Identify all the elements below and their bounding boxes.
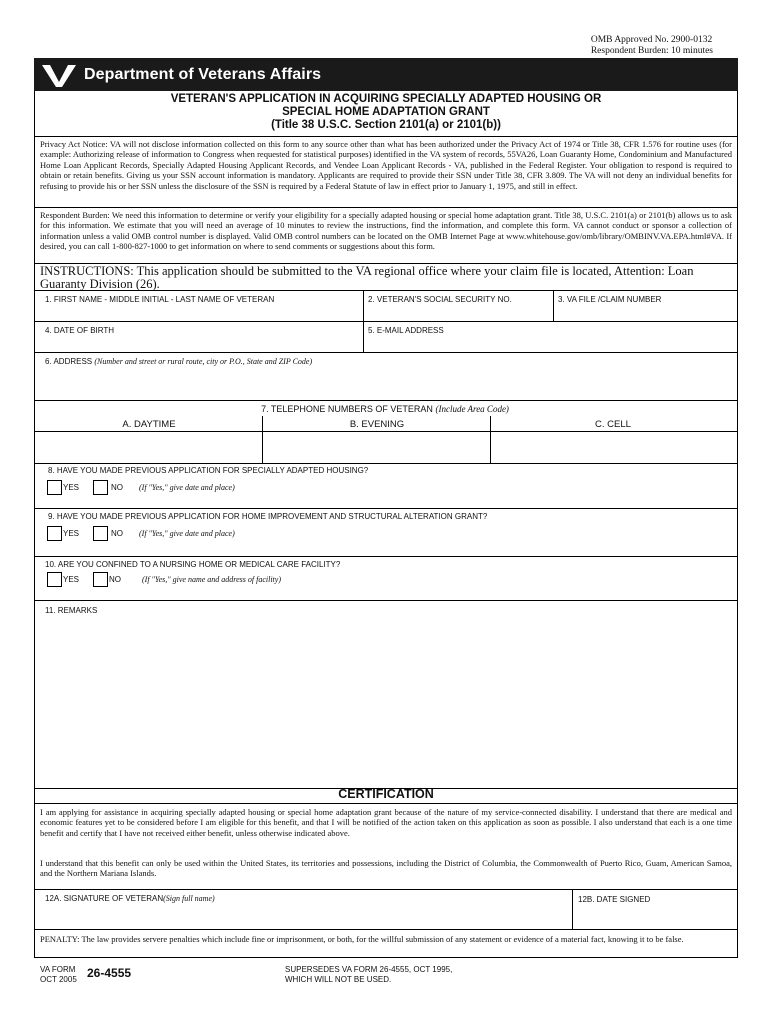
q10-note: (If "Yes," give name and address of facility) [142,575,281,584]
va-file-number-field[interactable] [555,305,735,319]
respondent-burden-notice: Respondent Burden: We need this information to determine or verify your eligibility for a specially adapted housing or special home adaptation grant. Title 38, U.S.C. 2101(a) or 2101(b) allows us to ask for this information. We estimate that you will need an average of 10 minutes to review the instructions, find the information, and complete this form. VA cannot conduct or sponsor a collection of information unless a valid OMB control number is displayed. Valid OMB control numbers can be located on the OMB Internet Page at www.whitehouse.gov/omb/library/OMBINV.VA.EPA.html#VA. If desired, you can call 1-800-827-1000 to get information on where to send comments or suggestions about this form. [40,210,732,252]
q8-details-field[interactable] [260,478,734,506]
email-field[interactable] [365,336,735,350]
q9-yes-checkbox[interactable] [47,526,62,541]
divider [34,889,738,890]
territory-statement: I understand that this benefit can only be used within the United States, its territories and possessions, including the District of Columbia, the Commonwealth of Puerto Rico, Guam, American Samoa, and the Northern Mariana Islands. [40,858,732,879]
omb-approval [591,35,713,57]
divider [34,290,738,291]
q9-note: (If "Yes," give date and place) [139,529,235,538]
q8-note: (If "Yes," give date and place) [139,483,235,492]
divider [34,431,738,432]
question-9-label: 9. HAVE YOU MADE PREVIOUS APPLICATION FOR HOME IMPROVEMENT AND STRUCTURAL ALTERATION GRANT? [48,512,488,521]
q10-yes-checkbox[interactable] [47,572,62,587]
q8-no-label: NO [111,483,123,492]
supersedes-line-2: WHICH WILL NOT BE USED. [285,975,392,984]
q9-details-field[interactable] [260,524,734,554]
field-label-ssn: 2. VETERAN'S SOCIAL SECURITY NO. [368,295,512,304]
title-line-3: (Title 38 U.S.C. Section 2101(a) or 2101(b)) [271,119,501,131]
divider [262,416,263,463]
divider [34,508,738,509]
address-field[interactable] [36,368,734,398]
q10-yes-label: YES [63,575,80,584]
field-label-telephone: 7. TELEPHONE NUMBERS OF VETERAN (Include Area Code) [261,404,509,414]
q8-yes-checkbox[interactable] [47,480,62,495]
privacy-act-notice: Privacy Act Notice: VA will not disclose information collected on this form to any source other than what has been authorized under the Privacy Act of 1974 or Title 38, CFR 1.576 for routine uses (for example: Authorizing release of information to Congress when requested for statistical purposes) identified in the VA system of records, 55VA26, Loan Guaranty Home, Condominium and Manufactured Home Loan Applicant Records, Specially Adapted Housing Applicant Records, and Vendee Loan Applicant Records - VA, published in the Federal Register. Your obligation to respond is required to obtain or retain benefits. Giving us your SSN account information is mandatory. Applicants are required to provide their SSN under Title 38, CFR 3.809. The VA will not deny an individual benefits for refusing to provide his or her SSN unless the disclosure of the SSN is required by a Federal Statute of law in effect prior to January 1, 1975, and still in effect. [40,139,732,191]
va-form-label: VA FORM [40,965,76,974]
phone-daytime-label: A. DAYTIME [122,419,176,430]
field-label-email: 5. E-MAIL ADDRESS [368,326,444,335]
divider [34,352,738,353]
q9-no-label: NO [111,529,123,538]
divider [34,207,738,208]
remarks-field[interactable] [36,618,734,786]
date-signed-label: 12B. DATE SIGNED [578,895,651,904]
form-title [34,93,738,132]
divider [34,136,738,137]
divider [34,400,738,401]
q9-yes-label: YES [63,529,80,538]
q10-details-field[interactable] [300,570,734,598]
phone-daytime-field[interactable] [36,433,260,461]
q10-no-label: NO [109,575,121,584]
field-label-dob: 4. DATE OF BIRTH [45,326,115,335]
phone-evening-label: B. EVENING [349,419,405,430]
divider [572,889,573,929]
certification-statement: I am applying for assistance in acquiring specially adapted housing or special home adaptation grant because of the nature of my service-connected disability. I understand that there are medical and economic features yet to be considered before I am eligible for this benefit, and that I will be notified of the action taken on this application as soon as possible. I also understand that each is a one time benefit and certify that I have not received either benefit, unless otherwise indicated above. [40,807,732,838]
divider [553,290,554,321]
field-label-name: 1. FIRST NAME - MIDDLE INITIAL - LAST NAME OF VETERAN [45,295,275,304]
q8-no-checkbox[interactable] [93,480,108,495]
date-signed-field[interactable] [574,905,734,927]
form-date: OCT 2005 [40,975,77,984]
title-line-2: SPECIAL HOME ADAPTATION GRANT [282,106,490,118]
certification-heading: CERTIFICATION [338,787,434,801]
remarks-label: 11. REMARKS [45,606,98,615]
department-header [34,58,738,91]
instructions: INSTRUCTIONS: This application should be submitted to the VA regional office where your claim file is located, Attention: Loan Guaranty Division (26). [40,264,694,291]
question-10-label: 10. ARE YOU CONFINED TO A NURSING HOME OR MEDICAL CARE FACILITY? [45,560,341,569]
omb-number: OMB Approved No. 2900-0132 [590,35,713,45]
phone-cell-label: C. CELL [595,419,631,430]
field-label-address: 6. ADDRESS (Number and street or rural route, city or P.O., State and ZIP Code) [45,357,313,366]
divider [34,929,738,930]
date-of-birth-field[interactable] [36,336,361,350]
supersedes-notice [285,965,452,985]
divider [34,321,738,322]
q9-no-checkbox[interactable] [93,526,108,541]
department-name: Department of Veterans Affairs [84,66,322,83]
respondent-burden-time: Respondent Burden: 10 minutes [590,46,713,56]
veteran-name-field[interactable] [36,305,361,319]
q8-yes-label: YES [63,483,80,492]
field-label-file-number: 3. VA FILE /CLAIM NUMBER [558,295,662,304]
form-number: 26-4555 [87,966,132,980]
divider [34,600,738,601]
phone-evening-field[interactable] [264,433,488,461]
q10-no-checkbox[interactable] [93,572,108,587]
question-8-label: 8. HAVE YOU MADE PREVIOUS APPLICATION FOR SPECIALLY ADAPTED HOUSING? [48,466,369,475]
ssn-field[interactable] [365,305,551,319]
penalty-notice: PENALTY: The law provides servere penalties which include fine or imprisonment, or both, for the willful submission of any statement or evidence of a material fact, knowing it to be false. [40,934,684,944]
title-line-1: VETERAN'S APPLICATION IN ACQUIRING SPECIALLY ADAPTED HOUSING OR [170,93,602,105]
divider [34,556,738,557]
signature-field[interactable] [36,905,570,927]
va-seal-icon [40,62,78,88]
divider [490,416,491,463]
signature-label: 12A. SIGNATURE OF VETERAN(Sign full name) [45,894,215,903]
divider [34,463,738,464]
divider [34,803,738,804]
form-identifier [40,965,77,985]
supersedes-line-1: SUPERSEDES VA FORM 26-4555, OCT 1995, [285,965,453,974]
phone-cell-field[interactable] [492,433,734,461]
